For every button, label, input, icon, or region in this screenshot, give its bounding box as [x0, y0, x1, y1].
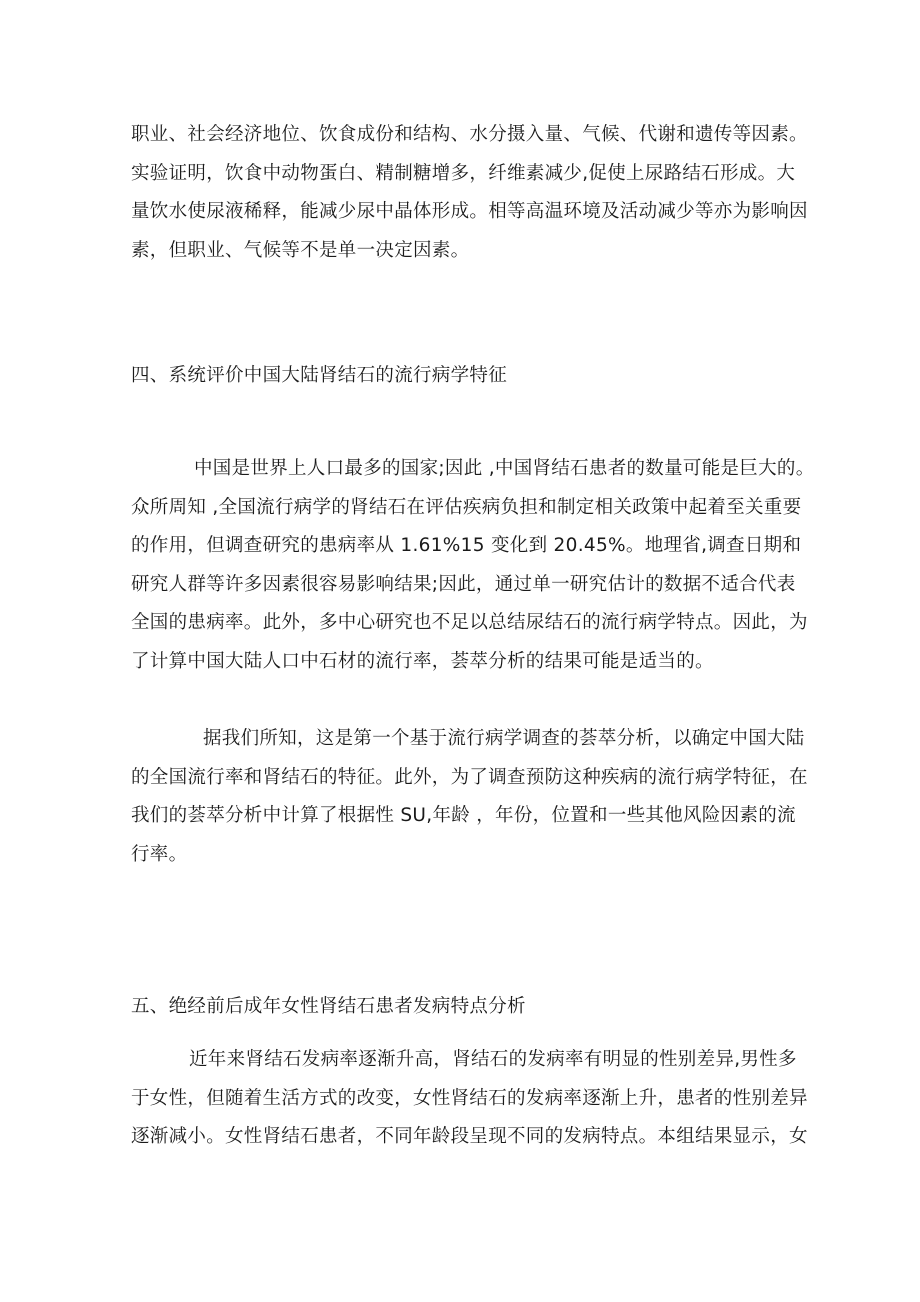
- text-line: 近年来肾结石发病率逐渐升高，肾结石的发病率有明显的性别差异,男性多: [189, 1049, 797, 1070]
- section-4-paragraph-a: [131, 450, 815, 681]
- text-line: 了计算中国大陆人口中石材的流行率，荟萃分析的结果可能是适当的。: [131, 650, 714, 672]
- text-line: 我们的荟萃分析中计算了根据性 SU,年龄 ，年份，位置和一些其他风险因素的流: [131, 805, 796, 826]
- text-line: 逐渐减小。女性肾结石患者，不同年龄段呈现不同的发病特点。本组结果显示，女: [131, 1126, 808, 1147]
- text-line: 于女性，但随着生活方式的改变，女性肾结石的发病率逐渐上升，患者的性别差异: [131, 1087, 808, 1109]
- section-4-paragraph-b: [131, 720, 808, 874]
- section-5-heading: 五、绝经前后成年女性肾结石患者发病特点分析: [131, 996, 526, 1017]
- text-line: 量饮水使尿液稀释，能减少尿中晶体形成。相等高温环境及活动减少等亦为影响因: [131, 201, 808, 222]
- text-line: 行率。: [131, 843, 188, 865]
- text-line: 全国的患病率。此外，多中心研究也不足以总结尿结石的流行病学特点。因此，为: [131, 612, 808, 633]
- text-line: 众所周知 ,全国流行病学的肾结石在评估疾病负担和制定相关政策中起着至关重要: [131, 496, 802, 518]
- paragraph-risk-factors: [131, 116, 808, 270]
- text-line: 实验证明，饮食中动物蛋白、精制糖增多，纤维素减少,促使上尿路结石形成。大: [131, 162, 796, 184]
- section-5-paragraph-a: [131, 1041, 808, 1157]
- section-4-heading: 四、系统评价中国大陆肾结石的流行病学特征: [131, 365, 508, 386]
- text-line: 职业、社会经济地位、饮食成份和结构、水分摄入量、气候、代谢和遗传等因素。: [131, 124, 808, 145]
- text-line: 的作用，但调查研究的患病率从 1.61%15 变化到 20.45%。地理省,调查日期和: [131, 535, 802, 556]
- text-line: 中国是世界上人口最多的国家;因此 ,中国肾结石患者的数量可能是巨大的。: [194, 458, 815, 479]
- text-line: 素，但职业、气候等不是单一决定因素。: [131, 239, 470, 261]
- text-line: 的全国流行率和肾结石的特征。此外，为了调查预防这种疾病的流行病学特征，在: [131, 766, 808, 788]
- text-line: 据我们所知，这是第一个基于流行病学调查的荟萃分析，以确定中国大陆: [203, 728, 805, 749]
- text-line: 研究人群等许多因素很容易影响结果;因此，通过单一研究估计的数据不适合代表: [131, 573, 796, 595]
